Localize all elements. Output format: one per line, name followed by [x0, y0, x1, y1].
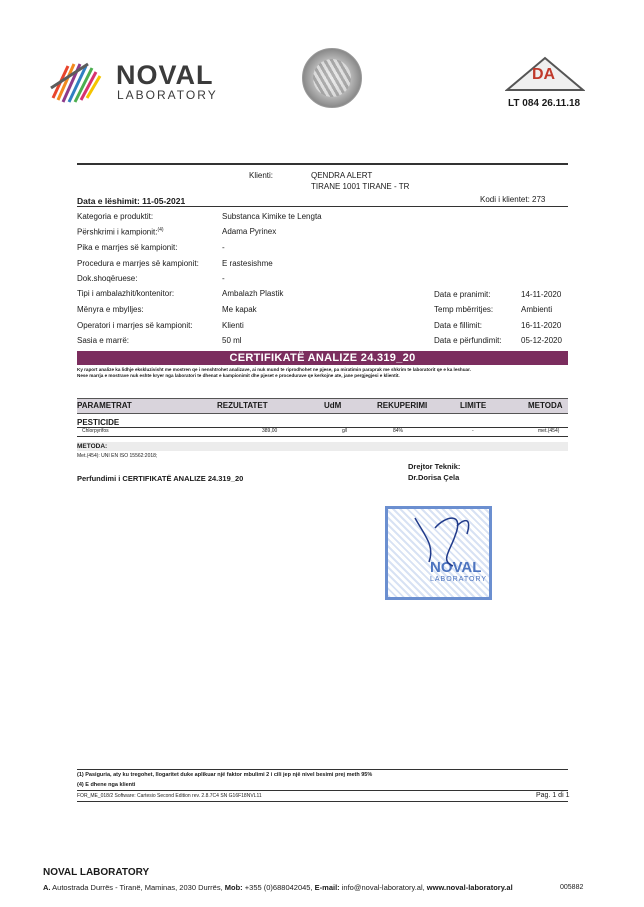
field-value-description: Adama Pyrinex — [222, 227, 277, 236]
table-row-recovery: 84% — [393, 428, 404, 434]
hologram-seal — [302, 48, 362, 108]
field-value-documents: - — [222, 274, 225, 283]
date-label-end: Data e përfundimit: — [434, 336, 502, 345]
signature-scribble — [395, 506, 495, 586]
field-label-description-sup: (4) — [157, 227, 164, 233]
results-table-header — [77, 398, 568, 414]
da-mark-text: DA — [532, 66, 556, 83]
footer-email[interactable]: info@noval-laboratory.al, — [341, 883, 425, 892]
field-value-sampling-point: - — [222, 243, 225, 252]
field-label-documents: Dok.shoqëruese: — [77, 274, 138, 283]
row-rule — [77, 436, 568, 437]
certificate-title: CERTIFIKATË ANALIZE 24.319_20 — [229, 352, 416, 364]
logo-stripes-icon — [48, 58, 103, 106]
field-label-operator: Operatori i marrjes së kampionit: — [77, 321, 193, 330]
certificate-banner — [77, 351, 568, 365]
group-rule — [77, 427, 568, 428]
signatory-name: Dr.Dorisa Çela — [408, 473, 460, 482]
field-label-packaging: Tipi i ambalazhit/kontenitor: — [77, 289, 175, 298]
field-label-quantity: Sasia e marrë: — [77, 336, 130, 345]
footer-website[interactable]: www.noval-laboratory.al — [426, 883, 513, 892]
date-value-start: 16-11-2020 — [521, 321, 562, 330]
footnote-rule-mid — [77, 790, 568, 791]
client-code: Kodi i klientet: 273 — [480, 195, 546, 204]
client-label: Klienti: — [249, 171, 274, 180]
footnote-4: (4) E dhene nga klienti — [77, 782, 136, 788]
date-value-temperature: Ambienti — [521, 305, 553, 314]
noval-logo-mark — [48, 58, 103, 106]
date-value-end: 05-12-2020 — [521, 336, 562, 345]
footnote-rule-bottom — [77, 801, 568, 802]
footer-doc-number: 005882 — [560, 884, 584, 891]
signature-icon — [395, 506, 495, 586]
field-label-description — [77, 227, 164, 237]
field-label-closure: Mënyra e mbylljes: — [77, 305, 144, 314]
signatory-role: Drejtor Teknik: — [408, 462, 461, 471]
client-address: TIRANE 1001 TIRANE - TR — [311, 182, 410, 191]
col-header-method: METODA — [528, 401, 563, 410]
field-value-category: Substanca Kimike te Lengta — [222, 212, 322, 221]
stamp-name: NOVAL — [430, 559, 482, 576]
client-name: QENDRA ALERT — [311, 171, 373, 180]
certificate-note-1: Ky raport analize ka lidhje ekskluzivisht me mostren qe i nenshtrohet analizave, ai nuk mund te riprodhohet ne pjese, pa miratimin paraprak me shkrim te laboratorit qe e ka leshuar. — [77, 367, 471, 372]
page-number: Pag. 1 di 1 — [536, 792, 570, 799]
method-label: METODA: — [77, 443, 108, 450]
date-label-start: Data e fillimit: — [434, 321, 483, 330]
stamp-subtitle: LABORATORY — [430, 576, 488, 583]
field-label-category: Kategoria e produktit: — [77, 212, 154, 221]
table-row-method: met.(454) — [538, 428, 560, 434]
certificate-note-2: Nese marrja e mostrave nuk eshte kryer nga laboratori te dhenat e kampionimit dhe pjeset e procedurave qe kerkojne ate, jane pergjegjesi e klientit. — [77, 373, 400, 378]
footer-address: Autostrada Durrës - Tiranë, Maminas, 2030 Durrës, — [52, 883, 223, 892]
method-text: Met.(454): UNI EN ISO 15562:2018; — [77, 453, 158, 459]
logo-name: NOVAL — [116, 60, 214, 90]
col-header-unit: UdM — [324, 401, 342, 410]
table-row-param: Chlorpyrifos — [82, 428, 109, 434]
col-header-recovery: REKUPERIMI — [377, 401, 428, 410]
accreditation-number: LT 084 26.11.18 — [508, 98, 581, 109]
col-header-parameters: PARAMETRAT — [77, 401, 132, 410]
col-header-limit: LIMITE — [460, 401, 487, 410]
field-value-quantity: 50 ml — [222, 336, 242, 345]
form-code: FOR_ME_018/2 Software: Cartesio Second Edition rev. 2.8.7C4 SN G16F18NVL11 — [77, 793, 262, 799]
footer-contact — [43, 883, 513, 892]
date-value-received: 14-11-2020 — [521, 290, 562, 299]
field-label-procedure: Procedura e marrjes së kampionit: — [77, 259, 199, 268]
date-label-temperature: Temp mbërritjes: — [434, 305, 494, 314]
da-accreditation-logo — [505, 56, 585, 92]
footer-email-label: E-mail: — [314, 883, 340, 892]
table-row-limit: - — [472, 428, 474, 434]
table-group-pesticide: PESTICIDE — [77, 418, 120, 427]
field-value-procedure: E rastesishme — [222, 259, 273, 268]
issue-rule — [77, 206, 568, 207]
field-label-sampling-point: Pika e marrjes së kampionit: — [77, 243, 178, 252]
footer-addr-prefix: A. — [43, 883, 51, 892]
footer-mobile: +355 (0)688042045, — [244, 883, 313, 892]
field-value-closure: Me kapak — [222, 305, 257, 314]
date-label-received: Data e pranimit: — [434, 290, 491, 299]
field-label-description-text: Përshkrimi i kampionit: — [77, 227, 158, 237]
footnote-rule-top — [77, 769, 568, 770]
table-row-unit: g/l — [342, 428, 348, 434]
conclusion-text: Perfundimi i CERTIFIKATË ANALIZE 24.319_20 — [77, 474, 244, 483]
col-header-results: REZULTATET — [217, 401, 268, 410]
footer-mob-label: Mob: — [224, 883, 243, 892]
footnote-1: (1) Pasiguria, aty ku tregohet, llogaritet duke aplikuar një faktor mbulimi 2 i cili jep një nivel besimi prej meth 95% — [77, 772, 373, 778]
field-value-operator: Klienti — [222, 321, 244, 330]
field-value-packaging: Ambalazh Plastik — [222, 289, 284, 298]
footer-company: NOVAL LABORATORY — [43, 867, 150, 878]
header-rule — [77, 163, 568, 165]
logo-subtitle: LABORATORY — [117, 88, 218, 102]
issue-date: Data e lëshimit: 11-05-2021 — [77, 196, 186, 206]
method-box — [77, 442, 568, 451]
table-row-result: 389,00 — [262, 428, 278, 434]
